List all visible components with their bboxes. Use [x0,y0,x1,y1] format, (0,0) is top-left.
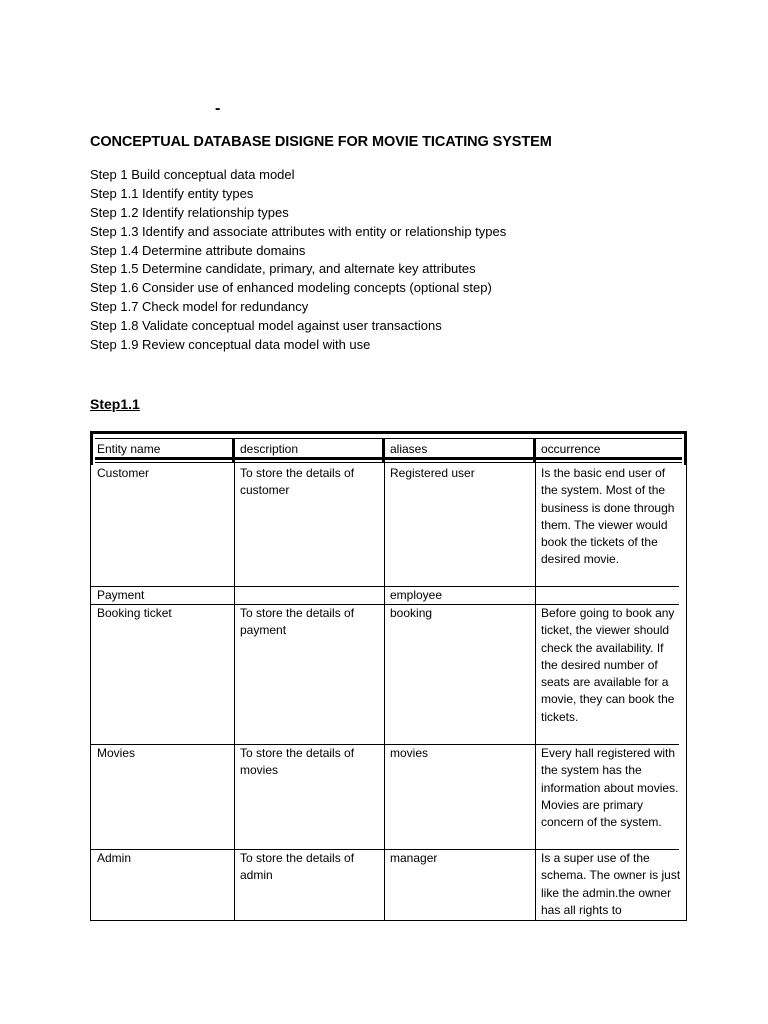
section-heading: Step1.1 [90,396,140,412]
stray-dash: - [215,100,221,117]
column-header: Entity name [97,442,161,456]
header-col-divider [232,438,235,462]
cell-aliases: movies [390,746,429,760]
step-item: Step 1.2 Identify relationship types [90,204,289,220]
cell-aliases: booking [390,606,433,620]
step-item: Step 1 Build conceptual data model [90,167,295,182]
cell-entity: Payment [97,588,145,602]
header-rule-top [95,438,682,439]
col-divider [535,462,536,921]
col-divider [234,462,235,921]
cell-aliases: employee [390,588,443,602]
step-item: Step 1.1 Identify entity types [90,185,254,201]
column-header: occurrence [541,442,601,456]
entity-table [90,431,687,921]
cell-occurrence: Every hall registered with the system has the information about movies. Movies are primary concern of the system. [541,746,679,830]
cell-occurrence: Is the basic end user of the system. Most of the business is done through them. The viewer would book the tickets of the desired movie. [541,466,675,567]
step-item: Step 1.5 Determine candidate, primary, and alternate key attributes [90,261,476,277]
step-item: Step 1.3 Identify and associate attributes with entity or relationship types [90,223,507,239]
cell-description: To store the details of admin [240,851,355,883]
cell-occurrence: Before going to book any ticket, the viewer should check the availability. If the desired number of seats are available for a movie, they can book the tickets. [541,606,675,724]
cell-occurrence: Is a super use of the schema. The owner is just like the admin.the owner has all rights to [541,851,681,917]
column-header: aliases [390,442,428,456]
step-item: Step 1.9 Review conceptual data model with use [90,337,371,353]
step-item: Step 1.8 Validate conceptual model against user transactions [90,318,442,334]
cell-aliases: Registered user [390,466,475,480]
col-divider [384,462,385,921]
cell-description: To store the details of payment [240,606,355,638]
header-col-divider [533,438,536,462]
document-title: CONCEPTUAL DATABASE DISIGNE FOR MOVIE TICATING SYSTEM [90,134,552,150]
header-rule-base [95,462,682,463]
cell-entity: Booking ticket [97,606,172,620]
step-item: Step 1.6 Consider use of enhanced modeling concepts (optional step) [90,280,492,296]
cell-aliases: manager [390,851,438,865]
column-header: description [240,442,299,456]
cell-entity: Movies [97,746,136,760]
cell-description: To store the details of customer [240,466,355,498]
header-col-divider [382,438,385,462]
step-list [90,166,506,355]
step-item: Step 1.7 Check model for redundancy [90,299,309,315]
cell-entity: Admin [97,851,132,865]
cell-entity: Customer [97,466,150,480]
cell-description: To store the details of movies [240,746,355,778]
step-item: Step 1.4 Determine attribute domains [90,242,306,258]
